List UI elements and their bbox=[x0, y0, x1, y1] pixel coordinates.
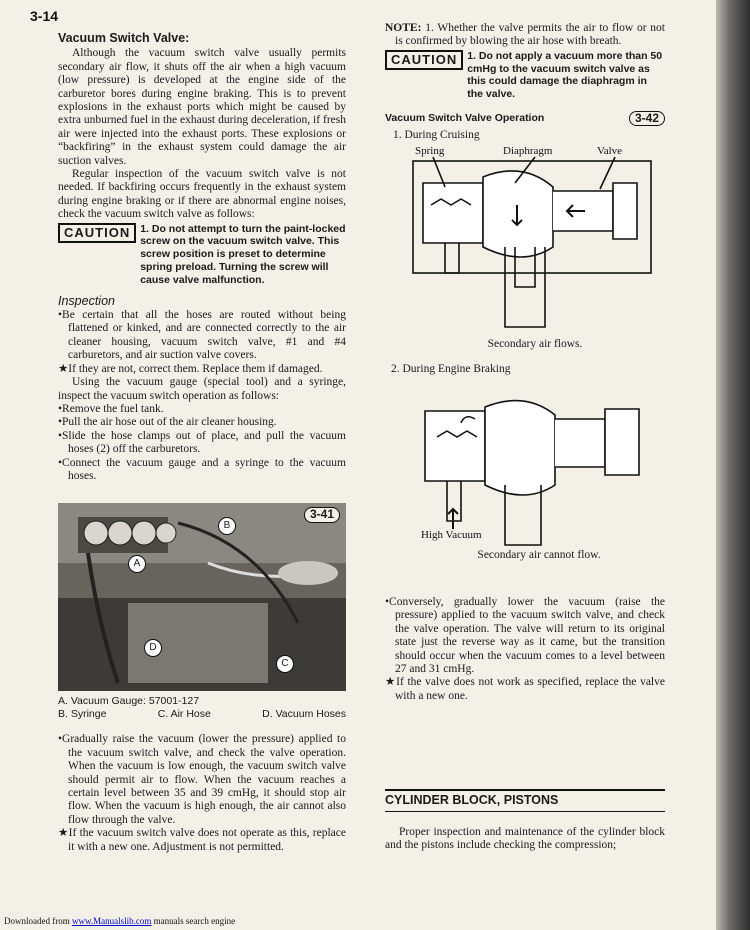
note-text: 1. Whether the valve permits the air to flow or not is confirmed by blowing the air hose with breath. bbox=[395, 22, 666, 48]
caution-label: CAUTION bbox=[58, 223, 136, 243]
caption-d: D. Vacuum Hoses bbox=[262, 708, 346, 721]
photo-label-d: D bbox=[144, 639, 162, 657]
section-heading: Vacuum Switch Valve: bbox=[58, 31, 190, 45]
bullet-item: •Slide the hose clamps out of place, and pull the vacuum hoses (2) off the carburetors. bbox=[58, 429, 346, 456]
photo-label-a: A bbox=[128, 555, 146, 573]
secondary-flows-caption: Secondary air flows. bbox=[487, 337, 583, 350]
caution-block bbox=[58, 223, 346, 287]
photo-label-c: C bbox=[276, 655, 294, 673]
figure-tag: 3-41 bbox=[304, 507, 340, 522]
vacuum-gauge-photo bbox=[58, 503, 346, 691]
bullet-item: ★If they are not, correct them. Replace them if damaged. bbox=[58, 362, 323, 375]
bullet-item: •Remove the fuel tank. bbox=[58, 402, 164, 415]
braking-label: 2. During Engine Braking bbox=[391, 363, 511, 376]
braking-diagram bbox=[385, 377, 665, 557]
section-divider bbox=[385, 811, 665, 812]
photo-caption bbox=[58, 695, 346, 721]
book-binding-shadow bbox=[716, 0, 750, 930]
inspection-heading: Inspection bbox=[58, 293, 115, 308]
caption-a: A. Vacuum Gauge: 57001-127 bbox=[58, 695, 200, 708]
bullet-item: •Connect the vacuum gauge and a syringe to the vacuum hoses. bbox=[58, 456, 346, 482]
right-column bbox=[385, 22, 665, 853]
secondary-cannot-caption: Secondary air cannot flow. bbox=[477, 548, 601, 561]
footer-suffix: manuals search engine bbox=[153, 916, 236, 926]
caution-label: CAUTION bbox=[385, 50, 463, 70]
bullet-item: •Conversely, gradually lower the vacuum (raise the pressure) applied to the vacuum switch valve, and check the valve operation. The valve will return to its original state just the reverse way as it came, but the transition should occur when the vacuum comes to a level between 27 and 31 cmHg. bbox=[385, 596, 665, 676]
cruising-diagram bbox=[385, 143, 665, 338]
caution-text: 1. Do not attempt to turn the paint-locked screw on the vacuum switch valve. This screw position is preset to determine spring preload. Turning the screw will cause valve malfunction. bbox=[140, 222, 346, 286]
caution-block bbox=[385, 50, 665, 101]
figure-tag: 3-42 bbox=[629, 111, 665, 126]
operation-heading: Vacuum Switch Valve Operation bbox=[385, 112, 545, 124]
note-block bbox=[385, 22, 665, 49]
footer bbox=[4, 916, 235, 926]
diaphragm-label: Diaphragm bbox=[503, 144, 553, 157]
paragraph: Using the vacuum gauge (special tool) and a syringe, inspect the vacuum switch operation as follows: bbox=[58, 376, 346, 402]
caption-c: C. Air Hose bbox=[157, 708, 211, 721]
cruise-label: 1. During Cruising bbox=[393, 129, 480, 142]
caption-b: B. Syringe bbox=[58, 708, 107, 721]
caution-text: 1. Do not apply a vacuum more than 50 cmHg to the vacuum switch valve as this could damage the diaphragm in the valve. bbox=[467, 49, 663, 101]
bullet-item: •Be certain that all the hoses are routed without being flattened or kinked, and are connected correctly to the air cleaner housing, vacuum switch valve, #1 and #4 carburetors, and air suction valve covers. bbox=[58, 309, 346, 362]
note-label: NOTE: bbox=[385, 22, 422, 34]
left-column bbox=[58, 32, 346, 854]
section-title: CYLINDER BLOCK, PISTONS bbox=[385, 789, 665, 807]
valve-cruise-drawing bbox=[385, 143, 665, 338]
bullet-item: ★If the vacuum switch valve does not operate as this, replace it with a new one. Adjustment is not permitted. bbox=[58, 827, 346, 853]
operation-header bbox=[385, 111, 665, 126]
bullet-item: ★If the valve does not work as specified, replace the valve with a new one. bbox=[385, 676, 665, 702]
bullet-item: •Gradually raise the vacuum (lower the pressure) applied to the vacuum switch valve, and check the valve operation. When the vacuum is low enough, the vacuum switch valve should permit air to flow. When the vacuum reaches a certain level between 35 and 39 cmHg, it should stop air flow. When the vacuum is high enough, the air cannot also flow through the valve. bbox=[58, 733, 346, 826]
photo-label-b: B bbox=[218, 517, 236, 535]
paragraph: Although the vacuum switch valve usually permits secondary air flow, it shuts off the air when a high vacuum (low pressure) is developed at the engine side of the carburetor bores during engine braking. This is to prevent explosions in the exhaust ports which might be caused by extra unburned fuel in the exhaust during deceleration, if fresh air were injected into the exhaust ports. These explosions or “backfiring” in the exhaust system could damage the air suction valves. bbox=[58, 47, 346, 167]
caption-row bbox=[58, 708, 346, 721]
page-number: 3-14 bbox=[30, 8, 59, 24]
paragraph: Proper inspection and maintenance of the cylinder block and the pistons include checking the compression; bbox=[385, 825, 665, 852]
spring-label: Spring bbox=[415, 144, 445, 157]
high-vacuum-label: High Vacuum bbox=[421, 528, 482, 541]
bullet-item: •Pull the air hose out of the air cleaner housing. bbox=[58, 416, 277, 429]
photo-illustration bbox=[58, 503, 346, 691]
manualslib-link[interactable]: www.Manualslib.com bbox=[71, 916, 152, 926]
valve-label: Valve bbox=[597, 144, 623, 157]
paragraph: Regular inspection of the vacuum switch valve is not needed. If backfiring occurs frequently in the exhaust system during engine braking or if there are abnormal engine noises, check the vacuum switch valve as follows: bbox=[58, 168, 346, 221]
footer-prefix: Downloaded from bbox=[4, 916, 70, 926]
